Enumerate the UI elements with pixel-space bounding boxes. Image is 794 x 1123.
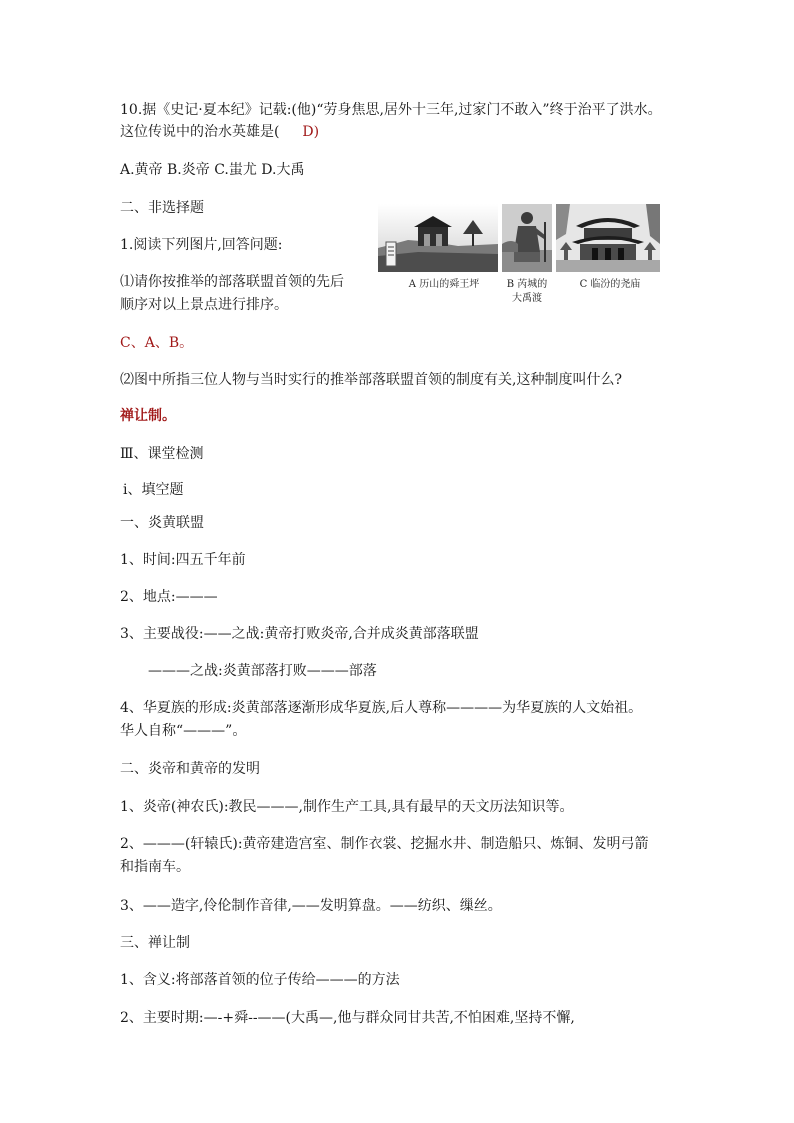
q10-options: A.黄帝 B.炎帝 C.蚩尤 D.大禹 — [120, 162, 305, 178]
class-check-title: Ⅲ、课堂检测 — [120, 446, 204, 462]
photo-c-caption: C 临汾的尧庙 — [579, 279, 641, 290]
part2-item2-line1: 2、———(轩辕氏):黄帝建造宫室、制作衣裳、挖掘水井、制造船只、炼铜、发明弓箭 — [120, 836, 649, 852]
part2-item2-line2: 和指南车。 — [120, 859, 190, 875]
part2-item1: 1、炎帝(神农氏):教民———,制作生产工具,具有最早的天文历法知识等。 — [120, 799, 574, 815]
q1-answer2: 禅让制。 — [120, 408, 176, 424]
photo-strip — [378, 204, 660, 304]
class-check-subtitle: ⅰ、填空题 — [123, 482, 184, 498]
section2-title: 二、非选择题 — [120, 200, 204, 216]
q1-sub1-line2: 顺序对以上景点进行排序。 — [120, 297, 288, 313]
photo-b-caption-line2: 大禹渡 — [512, 293, 542, 304]
part1-item4-line1: 4、华夏族的形成:炎黄部落逐渐形成华夏族,后人尊称————为华夏族的人文始祖。 — [120, 700, 643, 716]
q1-intro: 1.阅读下列图片,回答问题: — [120, 237, 283, 253]
part1-item3: 3、主要战役:——之战:黄帝打败炎帝,合并成炎黄部落联盟 — [120, 626, 479, 642]
q10-stem: 这位传说中的治水英雄是( — [120, 124, 280, 140]
photo-b-caption-line1: B 芮城的 — [506, 279, 548, 290]
part1-item4-line2: 华人自称“———”。 — [120, 723, 247, 739]
q10-line2 — [120, 121, 319, 143]
q1-sub2: ⑵图中所指三位人物与当时实行的推举部落联盟首领的制度有关,这种制度叫什么? — [120, 372, 622, 388]
q10-answer: D) — [302, 124, 320, 140]
part2-item3: 3、——造字,伶伦制作音律,——发明算盘。——纺织、缫丝。 — [120, 898, 502, 914]
photo-c — [556, 204, 660, 272]
part1-item2: 2、地点:——— — [120, 589, 218, 605]
photo-a — [378, 204, 498, 272]
part2-title: 二、炎帝和黄帝的发明 — [120, 761, 260, 777]
part1-item1: 1、时间:四五千年前 — [120, 552, 246, 568]
part3-item2: 2、主要时期:—-+舜--——(大禹—,他与群众同甘共苦,不怕困难,坚持不懈, — [120, 1010, 575, 1026]
part3-item1: 1、含义:将部落首领的位子传给———的方法 — [120, 972, 400, 988]
q1-sub1-line1: ⑴请你按推举的部落联盟首领的先后 — [120, 274, 344, 290]
part1-item3b: ———之战:炎黄部落打败———部落 — [148, 663, 377, 679]
q10-line1: 10.据《史记·夏本纪》记载:(他)“劳身焦思,居外十三年,过家门不敢入”终于治平了洪水。 — [120, 102, 662, 118]
photo-a-caption: A 历山的舜王坪 — [408, 279, 480, 290]
photo-b — [502, 204, 552, 272]
q1-answer1: C、A、B。 — [120, 335, 194, 351]
part1-title: 一、炎黄联盟 — [120, 515, 204, 531]
part3-title: 三、禅让制 — [120, 935, 190, 951]
